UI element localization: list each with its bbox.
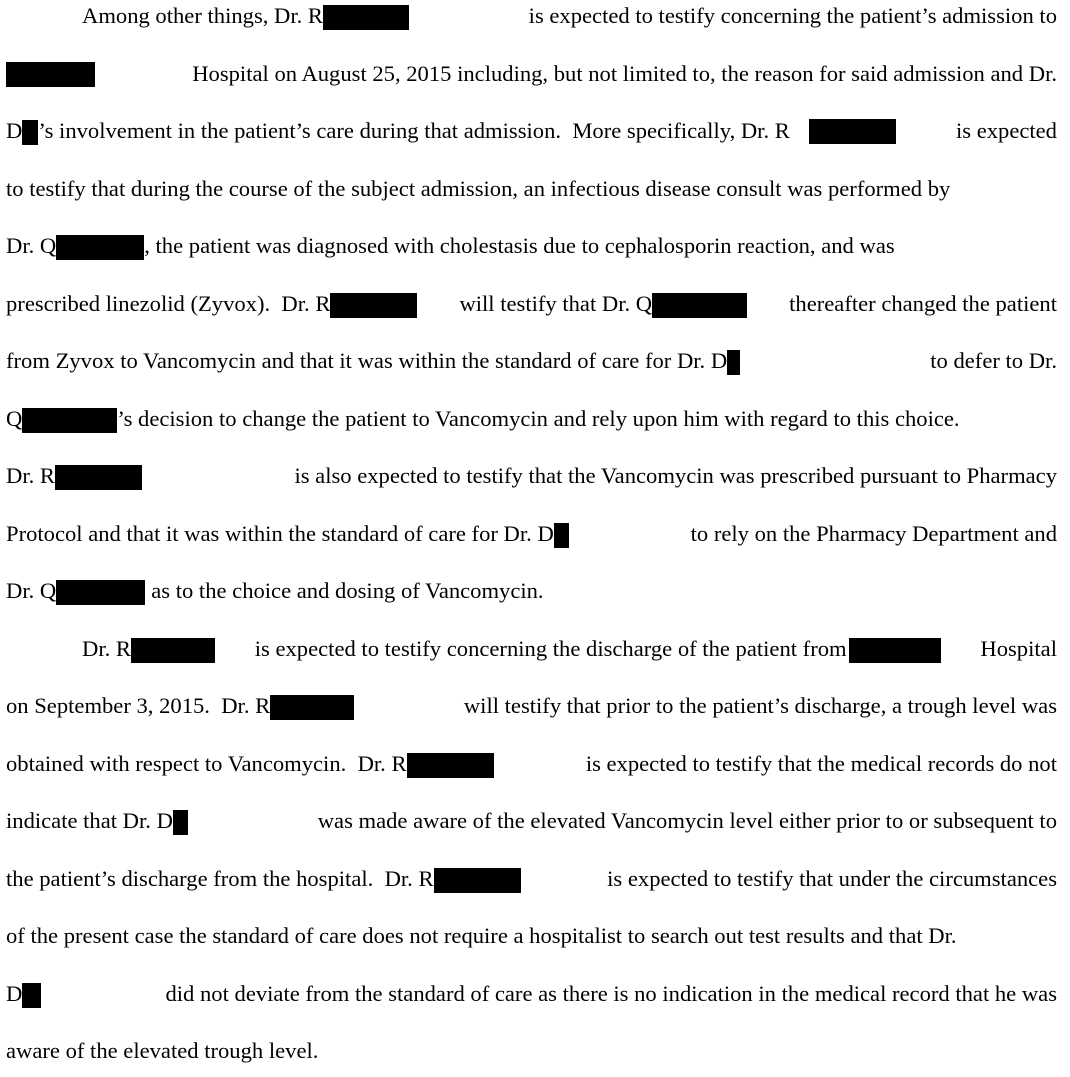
text-line — [6, 404, 1057, 434]
redaction-block — [56, 235, 144, 260]
text-segment: as to the choice and dosing of Vancomycin. — [151, 578, 544, 603]
text-line — [6, 806, 1057, 836]
text-segment: will testify that Dr. Q — [459, 289, 747, 319]
text-segment: Dr. Q — [6, 576, 145, 606]
text-segment: thereafter changed the patient — [789, 291, 1057, 316]
text-line — [6, 289, 1057, 319]
redaction-block — [809, 119, 896, 144]
text-segment: Among other things, Dr. R — [82, 1, 409, 31]
text-segment: indicate that Dr. D — [6, 806, 188, 836]
text-segment: will testify that prior to the patient’s discharge, a trough level was — [463, 693, 1057, 718]
text-segment: Dr. Q , the patient was diagnosed with cholestasis due to cephalosporin reaction, and was — [6, 231, 895, 261]
text-line — [6, 116, 1057, 146]
text-line — [6, 979, 1057, 1009]
redaction-block — [173, 810, 188, 835]
text-segment: the patient’s discharge from the hospital. Dr. R — [6, 864, 521, 894]
text-line — [6, 59, 1057, 89]
redaction-block — [270, 695, 354, 720]
text-segment: Hospital — [980, 636, 1057, 661]
text-segment: is expected to testify that the medical records do not — [585, 751, 1057, 776]
redaction-block — [323, 5, 409, 30]
text-segment: Q ’s decision to change the patient to Vancomycin and rely upon him with regard to this choice. — [6, 404, 960, 434]
text-segment: was made aware of the elevated Vancomycin level either prior to or subsequent to — [317, 808, 1057, 833]
text-segment: Dr. R — [82, 634, 215, 664]
text-segment: D — [6, 979, 41, 1009]
text-segment: D ’s involvement in the patient’s care during that admission. More specifically, Dr. R — [6, 116, 790, 146]
text-segment: did not deviate from the standard of care as there is no indication in the medical record that he was — [165, 981, 1057, 1006]
redaction-block — [55, 465, 142, 490]
redaction-block — [56, 580, 145, 605]
redaction-block — [22, 408, 117, 433]
redaction-block — [6, 62, 95, 87]
redaction-block — [554, 523, 569, 548]
text-line — [6, 461, 1057, 491]
redaction-block — [407, 753, 494, 778]
text-segment: prescribed linezolid (Zyvox). Dr. R — [6, 289, 417, 319]
text-segment: is expected — [955, 118, 1057, 143]
text-line — [6, 519, 1057, 549]
redaction-block — [131, 638, 215, 663]
text-segment: is expected to testify concerning the discharge of the patient from — [255, 634, 941, 664]
text-segment: Dr. R — [6, 461, 142, 491]
text-segment: obtained with respect to Vancomycin. Dr. R — [6, 749, 494, 779]
redaction-block — [22, 120, 38, 145]
text-line — [6, 864, 1057, 894]
text-line — [6, 749, 1057, 779]
text-segment: aware of the elevated trough level. — [6, 1038, 319, 1063]
text-line — [6, 921, 1057, 951]
text-segment: to rely on the Pharmacy Department and — [690, 521, 1057, 546]
text-segment: is expected to testify that under the circumstances — [607, 866, 1057, 891]
text-line — [6, 231, 1057, 261]
redaction-block — [849, 638, 941, 663]
text-segment: on September 3, 2015. Dr. R — [6, 691, 354, 721]
text-segment: Protocol and that it was within the standard of care for Dr. D — [6, 519, 569, 549]
text-segment: to defer to Dr. — [930, 348, 1057, 373]
text-line — [6, 346, 1057, 376]
text-line — [82, 634, 1057, 664]
text-line — [6, 174, 1057, 204]
text-segment: to testify that during the course of the subject admission, an infectious disease consult was performed by — [6, 176, 951, 201]
redaction-block — [330, 293, 417, 318]
redaction-block — [22, 983, 41, 1008]
text-segment: of the present case the standard of care does not require a hospitalist to search out test results and that Dr. — [6, 923, 957, 948]
redaction-block — [434, 868, 521, 893]
redaction-block — [652, 293, 747, 318]
text-line — [6, 1036, 1057, 1066]
text-line — [6, 576, 1057, 606]
text-segment: is expected to testify concerning the patient’s admission to — [528, 3, 1057, 28]
text-segment: is also expected to testify that the Vancomycin was prescribed pursuant to Pharmacy — [294, 463, 1057, 488]
text-line — [6, 691, 1057, 721]
text-segment: from Zyvox to Vancomycin and that it was within the standard of care for Dr. D — [6, 346, 740, 376]
redaction-block — [727, 350, 740, 375]
text-line — [82, 1, 1057, 31]
text-segment: Hospital on August 25, 2015 including, but not limited to, the reason for said admission and Dr. — [192, 61, 1057, 86]
